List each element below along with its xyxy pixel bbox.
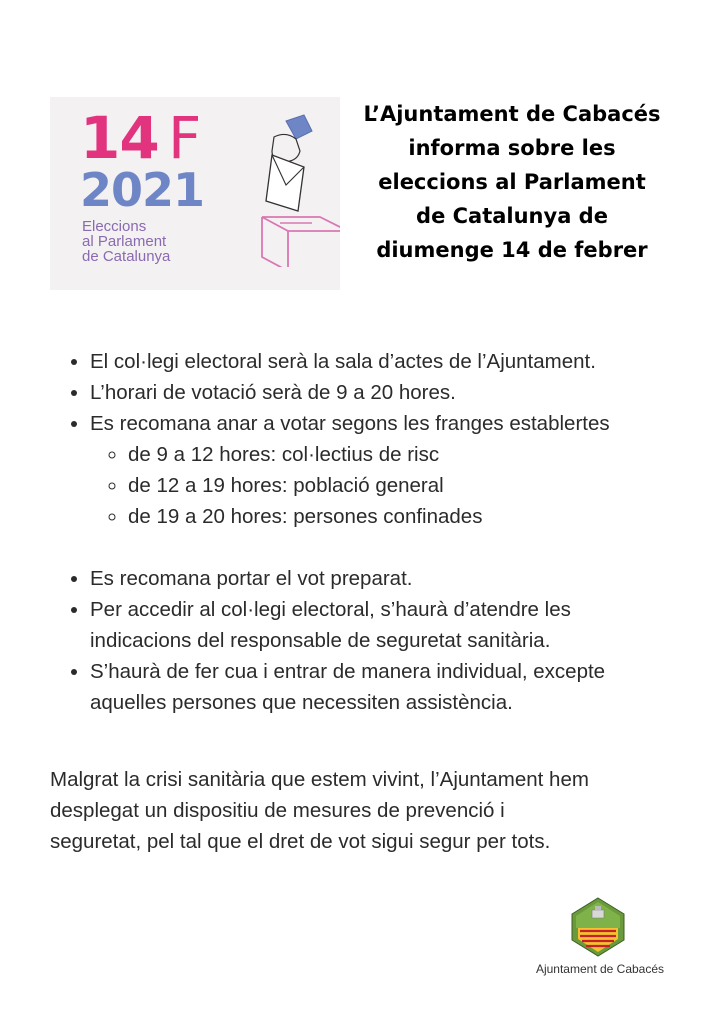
- page-title: L’Ajuntament de Cabacés informa sobre les eleccions al Parlament de Catalunya de diumenge 14 de febrer: [363, 102, 661, 262]
- seal-caption: Ajuntament de Cabacés: [535, 962, 665, 976]
- logo-subtitle: Eleccions al Parlament de Catalunya: [82, 218, 171, 265]
- time-slot-item: ◦ de 19 a 20 hores: persones confinades: [128, 501, 720, 532]
- list-item: • Per accedir al col·legi electoral, s’haurà d’atendre les indicacions del responsable de seguretat sanitària.: [90, 594, 720, 656]
- logo-year: 2021: [80, 163, 205, 217]
- ballot-box-icon: [200, 107, 340, 267]
- info-list: [70, 346, 720, 718]
- time-slot-item: ◦ de 9 a 12 hores: col·lectius de risc: [128, 439, 720, 470]
- list-item: • L’horari de votació serà de 9 a 20 hores.: [90, 377, 720, 408]
- list-item: • S’haurà de fer cua i entrar de manera individual, excepte aquelles persones que necessiten assistència.: [90, 656, 720, 718]
- closing-paragraph: Malgrat la crisi sanitària que estem vivint, l’Ajuntament hem desplegat un dispositiu de mesures de prevenció i seguretat, pel tal que el dret de vot sigui segur per tots.: [50, 768, 589, 853]
- logo-letter: F: [168, 104, 202, 172]
- logo-number: 14: [80, 104, 159, 172]
- list-item: • El col·legi electoral serà la sala d’actes de l’Ajuntament.: [90, 346, 720, 377]
- list-item: • Es recomana portar el vot preparat.: [90, 563, 720, 594]
- election-logo: [50, 97, 340, 290]
- time-slot-item: ◦ de 12 a 19 hores: població general: [128, 470, 720, 501]
- list-spacer: [90, 532, 720, 563]
- municipal-shield-icon: [570, 896, 626, 958]
- list-item: • Es recomana anar a votar segons les franges establertes ◦ de 9 a 12 hores: col·lectius de risc ◦ de 12 a 19 hores: població general ◦ de 19 a 20 hores: persones confinades: [90, 408, 720, 532]
- time-slot-list: [90, 439, 720, 532]
